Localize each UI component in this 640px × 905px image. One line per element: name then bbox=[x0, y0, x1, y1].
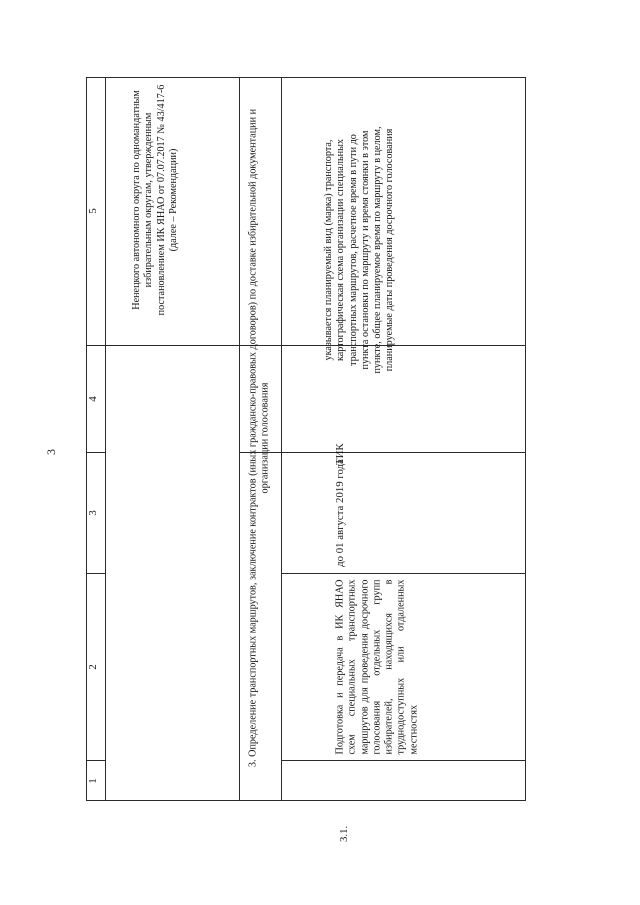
continued-reference-text: Ненецкого автономного округа по одномандатным избирательным округам, утвержденным постановлением ИК ЯНАО от 07.07.2017 № 43/417-6 (далее – Рекомендации) bbox=[131, 84, 179, 316]
row-3-1-number: 3.1. bbox=[338, 825, 350, 842]
row-3-1-deadline: до 01 августа 2019 года bbox=[334, 459, 346, 567]
section-heading: 3. Определение транспортных маршрутов, заключение контрактов (иных гражданско-правовых договоров) по доставке избирательной документации и организации голосования bbox=[247, 108, 271, 768]
document-table bbox=[86, 77, 526, 842]
page-number: 3 bbox=[44, 449, 58, 455]
row-3-1-notes: указывается планируемый вид (марка) транспорта, картографическая схема организации специальных транспортных маршрутов, расчетное время в пути до пункта остановки по маршруту и время стоянки в этом пункте, общее планируемое время по маршруту в целом, планируемые даты проведения досрочного голосования bbox=[323, 126, 396, 374]
header-col-5: 5 bbox=[87, 208, 99, 214]
column-divider bbox=[105, 78, 106, 801]
header-col-2: 2 bbox=[87, 664, 99, 670]
section-divider bbox=[281, 78, 282, 801]
header-col-4: 4 bbox=[87, 396, 99, 402]
header-col-1: 1 bbox=[87, 778, 99, 784]
column-divider bbox=[281, 573, 525, 574]
row-3-1-executor: ТИК bbox=[334, 443, 346, 465]
row-3-1-task: Подготовка и передача в ИК ЯНАО схем специальных транспортных маршрутов для проведения досрочного голосования отдельных групп избирателей, находящихся в труднодоступных или отдаленных местностях bbox=[334, 579, 420, 755]
column-divider bbox=[281, 760, 525, 761]
header-col-3: 3 bbox=[87, 510, 99, 516]
